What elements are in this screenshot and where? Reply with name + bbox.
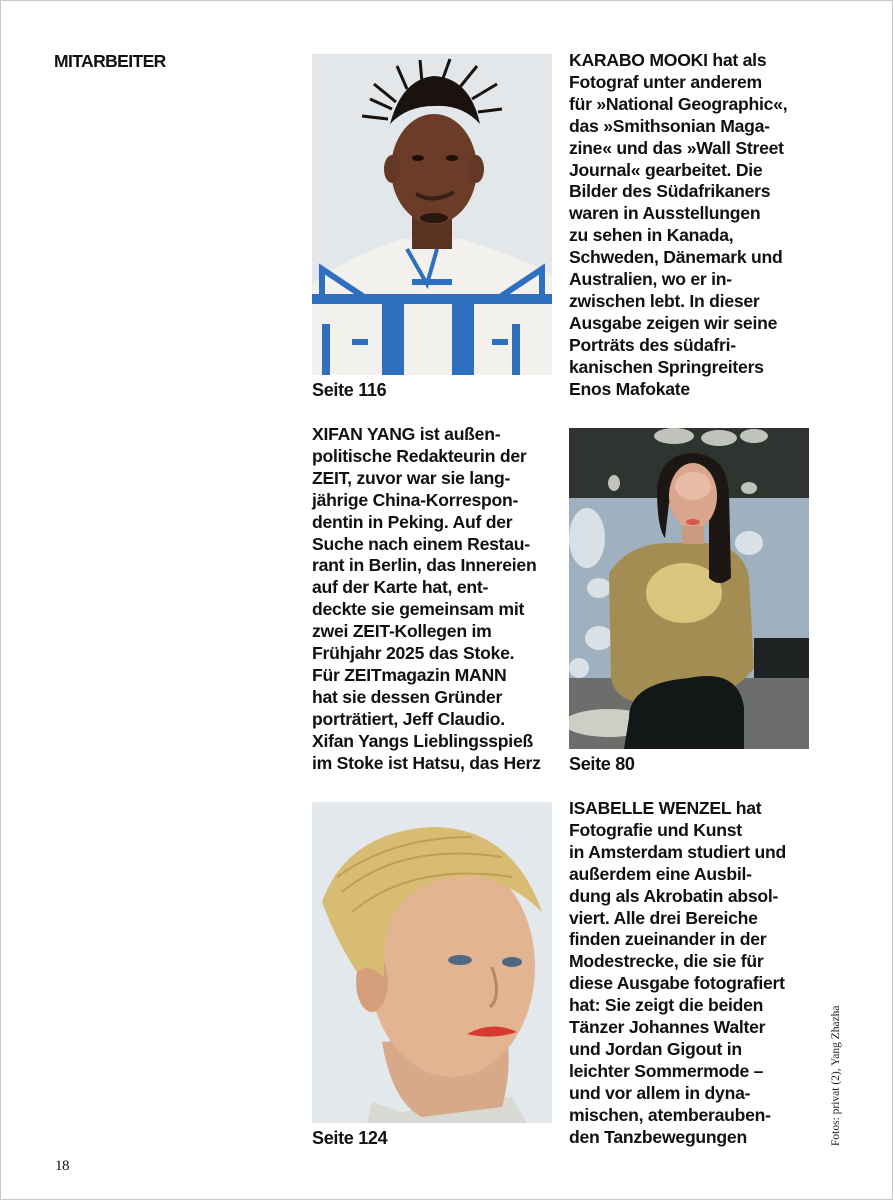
photo-xifan-yang [569, 428, 809, 749]
bio-line: Journal« gearbeitet. Die [569, 159, 763, 180]
bio-line: hat sie dessen Gründer [312, 686, 503, 707]
bio-line: Fotograf unter anderem [569, 71, 762, 92]
bio-line: und vor allem in dyna- [569, 1082, 751, 1103]
bio-line: außerdem eine Ausbil- [569, 863, 752, 884]
bio-line: und Jordan Gigout in [569, 1038, 742, 1059]
photo-caption: Seite 80 [569, 754, 635, 774]
bio-line: porträtiert, Jeff Claudio. [312, 708, 505, 729]
bio-line: ZEIT, zuvor war sie lang- [312, 467, 511, 488]
bio-line: dung als Akrobatin absol- [569, 885, 779, 906]
bio-line: finden zueinander in der [569, 929, 767, 950]
photo-credit: Fotos: privat (2), Yang Zhazha [830, 1005, 842, 1146]
bio-line: kanischen Springreiters [569, 356, 764, 377]
photo-caption: Seite 116 [312, 380, 387, 400]
bio-line: Australien, wo er in- [569, 269, 732, 290]
bio-line: Tänzer Johannes Walter [569, 1017, 766, 1038]
bio-line: leichter Sommermode – [569, 1060, 764, 1081]
bio-line: hat: Sie zeigt die beiden [569, 995, 764, 1016]
bio-line: Enos Mafokate [569, 378, 690, 399]
bio-line: Ausgabe zeigen wir seine [569, 312, 778, 333]
portrait-image [312, 54, 552, 375]
bio-line: jährige China-Korrespon- [312, 489, 519, 510]
bio-line: für »National Geographic«, [569, 93, 788, 114]
bio-line: zu sehen in Kanada, [569, 225, 734, 246]
bio-line: zwei ZEIT-Kollegen im [312, 621, 492, 642]
portrait-image [312, 802, 552, 1123]
bio-line: dentin in Peking. Auf der [312, 511, 513, 532]
bio-line: Frühjahr 2025 das Stoke. [312, 643, 515, 664]
bio-line: Suche nach einem Restau- [312, 533, 530, 554]
bio-isabelle-wenzel [569, 798, 817, 1149]
bio-line: in Amsterdam studiert und [569, 841, 786, 862]
bio-line: rant in Berlin, das Innereien [312, 555, 537, 576]
bio-line: das »Smithsonian Maga- [569, 115, 770, 136]
bio-line: zine« und das »Wall Street [569, 137, 784, 158]
bio-line: politische Redakteurin der [312, 445, 527, 466]
bio-line: den Tanzbewegungen [569, 1126, 747, 1147]
bio-line: Bilder des Südafrikaners [569, 181, 771, 202]
bio-line: XIFAN YANG ist außen- [312, 424, 501, 444]
bio-line: Für ZEITmagazin MANN [312, 664, 507, 685]
section-title: MITARBEITER [54, 51, 166, 71]
bio-xifan-yang [312, 424, 560, 775]
bio-line: im Stoke ist Hatsu, das Herz [312, 752, 541, 773]
bio-line [569, 50, 817, 72]
photo-karabo-mooki [312, 54, 552, 375]
portrait-image [569, 428, 809, 749]
bio-line: Xifan Yangs Lieblingsspieß [312, 730, 533, 751]
bio-line: zwischen lebt. In dieser [569, 290, 760, 311]
bio-line: Modestrecke, die sie für [569, 951, 764, 972]
bio-line: deckte sie gemeinsam mit [312, 599, 525, 620]
photo-isabelle-wenzel [312, 802, 552, 1123]
bio-line: mischen, atemberauben- [569, 1104, 771, 1125]
bio-line: ISABELLE WENZEL hat [569, 798, 762, 818]
bio-line: diese Ausgabe fotografiert [569, 973, 785, 994]
bio-line: Porträts des südafri- [569, 334, 736, 355]
page-number: 18 [55, 1158, 69, 1174]
contributor-name: KARABO MOOKI [569, 50, 708, 70]
photo-caption: Seite 124 [312, 1128, 388, 1148]
bio-line: waren in Ausstellungen [569, 203, 761, 224]
bio-line: auf der Karte hat, ent- [312, 577, 489, 598]
bio-line: Fotografie und Kunst [569, 819, 742, 840]
bio-line: viert. Alle drei Bereiche [569, 907, 758, 928]
bio-line: Schweden, Dänemark und [569, 247, 783, 268]
bio-karabo-mooki [569, 50, 817, 401]
bio-line-rest: hat als [707, 50, 767, 70]
